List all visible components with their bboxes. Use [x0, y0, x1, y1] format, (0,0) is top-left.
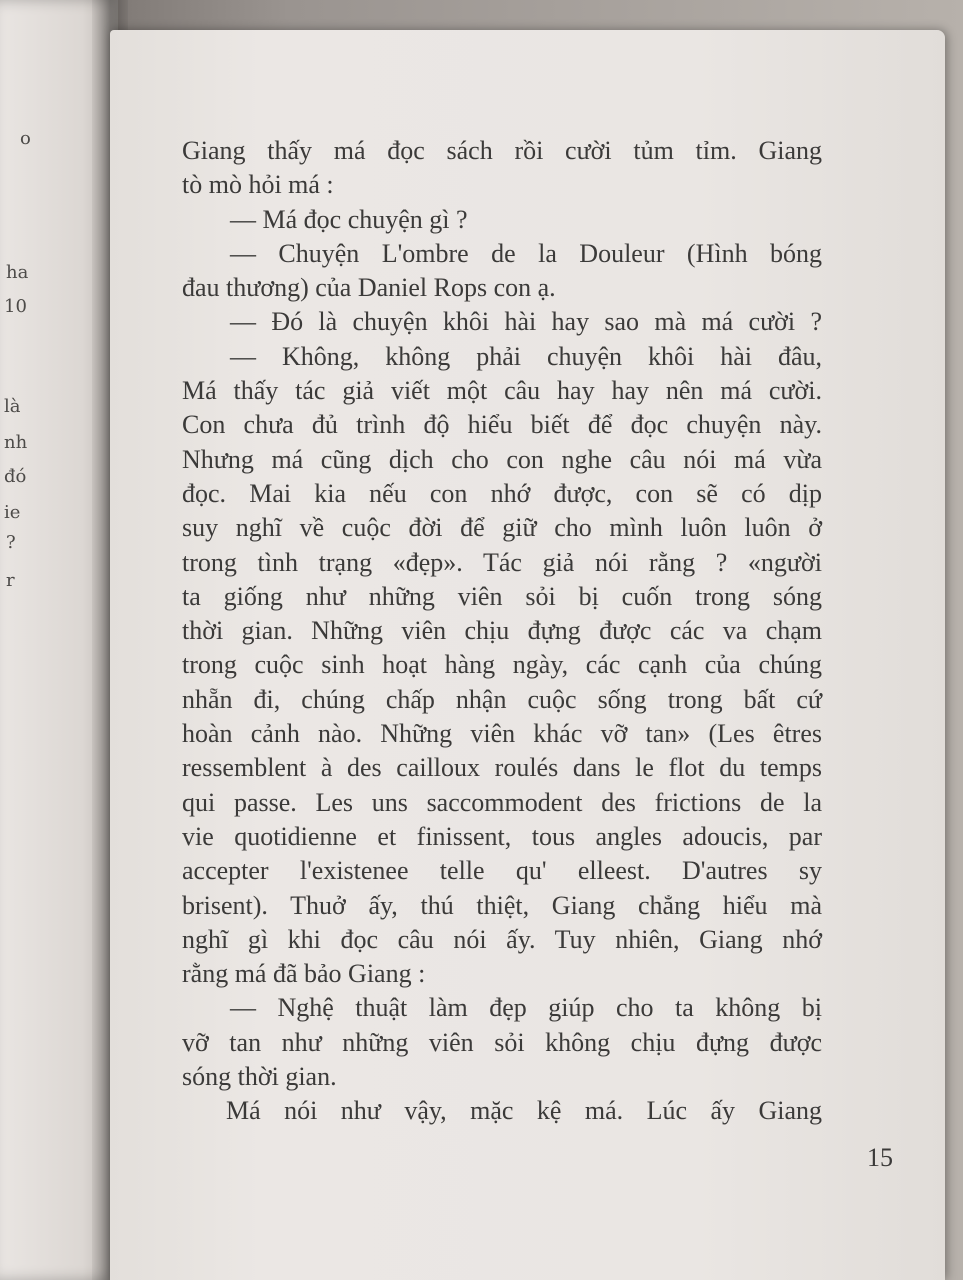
- text-line: ressemblent à des cailloux roulés dans le flot du temps: [182, 753, 822, 783]
- text-line: Giang thấy má đọc sách rồi cười tủm tỉm. Giang: [182, 136, 822, 165]
- text-line: — Má đọc chuyện gì ?: [230, 204, 468, 234]
- text-line: vie quotidienne et finissent, tous angles adoucis, par: [182, 821, 822, 851]
- text-line: — Nghệ thuật làm đẹp giúp cho ta không bị: [230, 993, 822, 1023]
- text-line: — Chuyện L'ombre de la Douleur (Hình bóng: [230, 238, 822, 268]
- text-line: ta giống như những viên sỏi bị cuốn trong sóng: [182, 581, 822, 611]
- text-line: vỡ tan như những viên sỏi không chịu đựng được: [182, 1027, 822, 1057]
- text-line: brisent). Thuở ấy, thú thiệt, Giang chẳng hiểu mà: [182, 890, 822, 920]
- text-line: — Đó là chuyện khôi hài hay sao mà má cười ?: [230, 307, 822, 337]
- left-page-fragment: ?: [6, 532, 16, 553]
- text-line: Má nói như vậy, mặc kệ má. Lúc ấy Giang: [226, 1096, 822, 1126]
- left-page-fragment: là: [4, 396, 21, 417]
- text-line: Con chưa đủ trình độ hiểu biết để đọc chuyện này.: [182, 410, 822, 440]
- text-line: hoàn cảnh nào. Những viên khác vỡ tan» (Les êtres: [182, 719, 822, 749]
- left-page-fragment: ha: [6, 262, 29, 283]
- text-line: sóng thời gian.: [182, 1062, 337, 1092]
- text-line: thời gian. Những viên chịu đựng được các va chạm: [182, 616, 822, 646]
- left-page-fragment: nh: [4, 432, 28, 453]
- page-number: 15: [867, 1143, 893, 1172]
- text-line: — Không, không phải chuyện khôi hài đâu,: [230, 341, 822, 371]
- left-page-fragment: o: [20, 128, 31, 149]
- text-line: đau thương) của Daniel Rops con ạ.: [182, 273, 556, 303]
- text-line: Nhưng má cũng dịch cho con nghe câu nói má vừa: [182, 444, 822, 474]
- text-line: tò mò hỏi má :: [182, 170, 334, 200]
- text-line: nhẵn đi, chúng chấp nhận cuộc sống trong bất cứ: [182, 684, 822, 714]
- text-line: nghĩ gì khi đọc câu nói ấy. Tuy nhiên, Giang nhớ: [182, 924, 822, 954]
- text-line: rằng má đã bảo Giang :: [182, 959, 426, 989]
- left-page-fragment: 10: [4, 296, 27, 317]
- text-line: accepter l'existenee telle qu' elleest. D'autres sy: [182, 856, 822, 886]
- text-line: đọc. Mai kia nếu con nhớ được, con sẽ có dịp: [182, 478, 822, 508]
- text-line: trong tình trạng «đẹp». Tác giả nói rằng ? «người: [182, 547, 822, 577]
- left-page-fragment: ie: [4, 502, 21, 523]
- page-text: [182, 134, 822, 1129]
- text-line: suy nghĩ về cuộc đời để giữ cho mình luôn luôn ở: [182, 513, 822, 543]
- left-page-fragment: r: [6, 570, 15, 591]
- text-line: trong cuộc sinh hoạt hàng ngày, các cạnh của chúng: [182, 650, 822, 680]
- book-page: [110, 30, 945, 1280]
- text-line: Má thấy tác giả viết một câu hay hay nên má cười.: [182, 376, 822, 406]
- left-page-fragment: đó: [4, 466, 27, 487]
- text-line: qui passe. Les uns saccommodent des frictions de la: [182, 787, 822, 817]
